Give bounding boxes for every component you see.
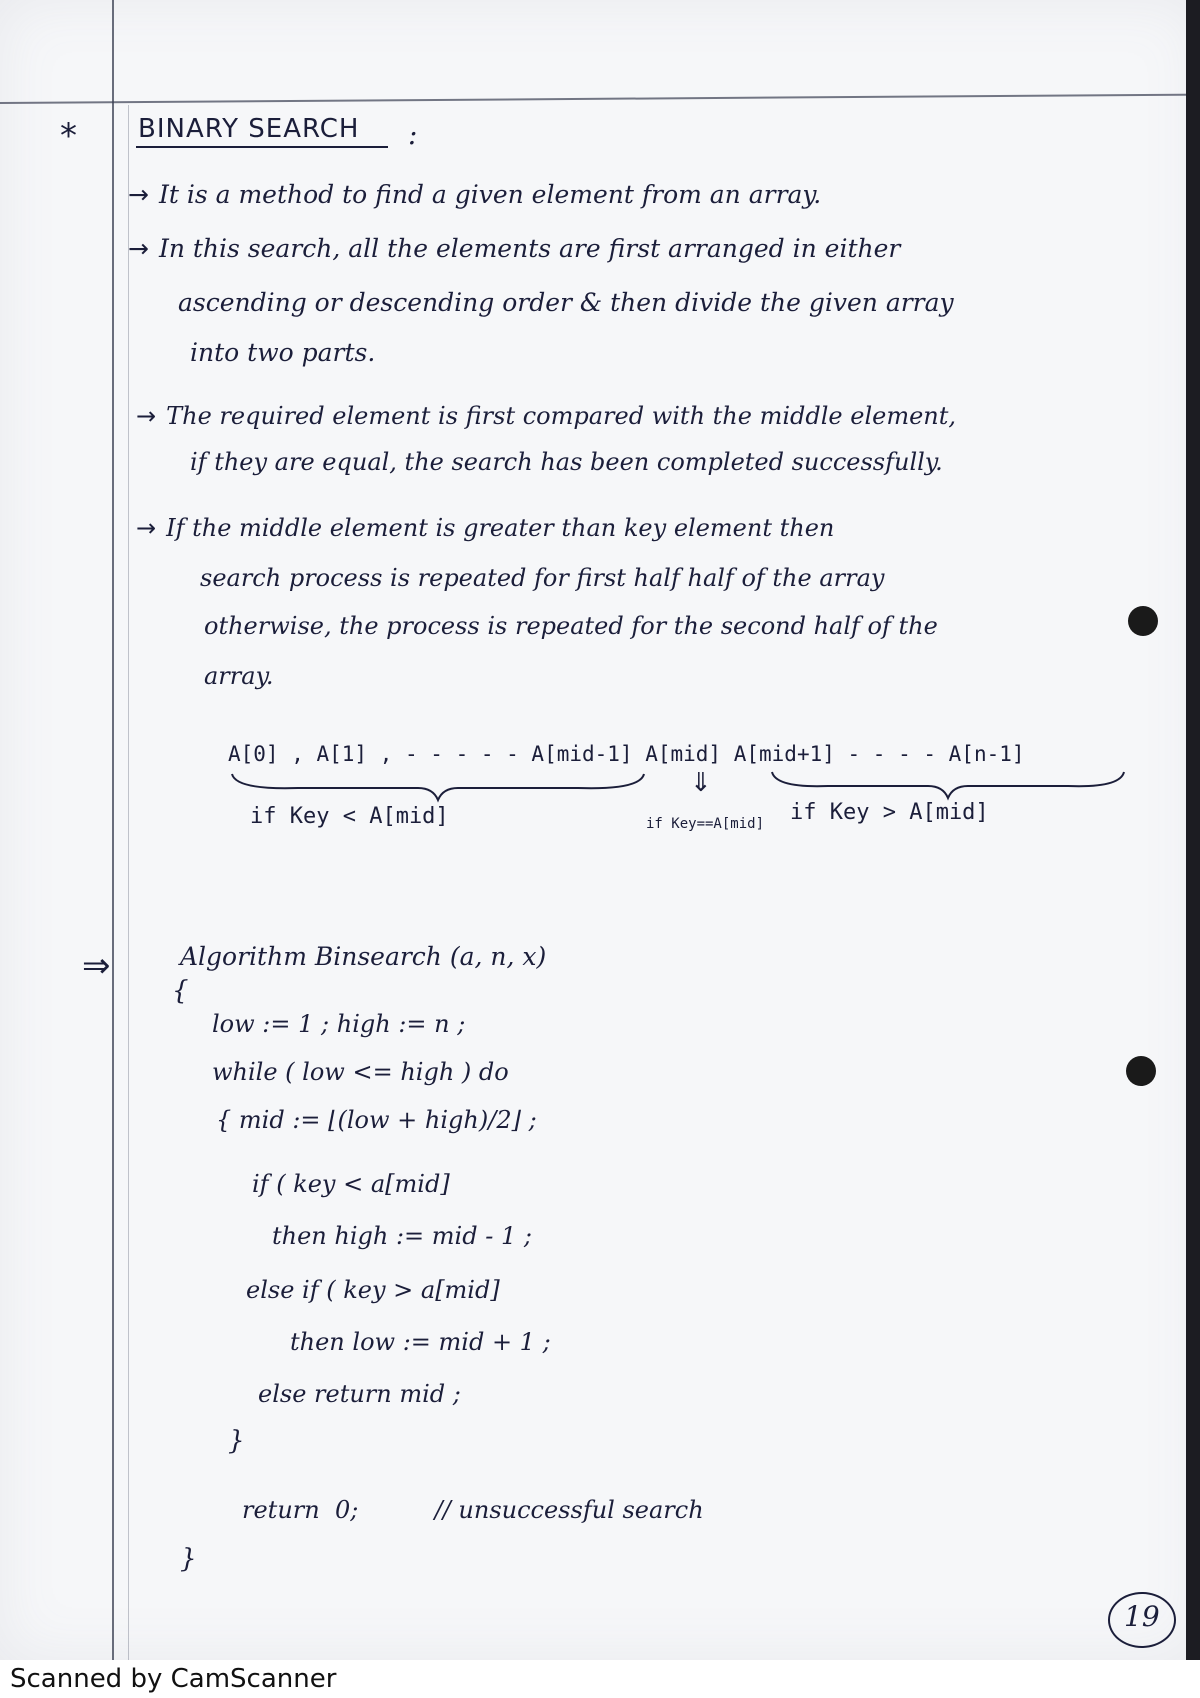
point-3-line-2: if they are equal, the search has been completed successfully.	[190, 448, 943, 476]
point-2-line-1: → In this search, all the elements are first arranged in either	[128, 234, 901, 263]
punch-hole	[1128, 606, 1158, 636]
point-4-line-4: array.	[204, 662, 274, 690]
point-2-line-2: ascending or descending order & then divide the given array	[178, 288, 954, 317]
margin-line-faint	[128, 105, 129, 1660]
arrow-icon: →	[136, 402, 157, 430]
point-1-line-1: → It is a method to find a given element from an array.	[128, 180, 822, 209]
algo-line-1: Algorithm Binsearch (a, n, x)	[180, 942, 547, 971]
point-3-line-1: → The required element is first compared with the middle element,	[136, 402, 957, 430]
arrow-icon: →	[136, 514, 157, 542]
arrow-icon: →	[128, 180, 149, 209]
algo-line-12: return 0; // unsuccessful search	[242, 1496, 704, 1524]
algo-line-4: while ( low <= high ) do	[212, 1058, 509, 1086]
algo-line-10: else return mid ;	[258, 1380, 461, 1408]
point-2-line-3: into two parts.	[190, 338, 376, 367]
page-title: BINARY SEARCH	[138, 114, 360, 144]
right-condition: if Key > A[mid]	[790, 800, 989, 825]
margin-line	[112, 0, 114, 1660]
bullet-star: *	[60, 116, 77, 156]
arrow-icon: →	[128, 234, 149, 263]
page-number: 19	[1124, 1600, 1160, 1633]
point-4-line-2: search process is repeated for first half half of the array	[200, 564, 885, 592]
algo-line-8: else if ( key > a[mid]	[246, 1276, 500, 1304]
point-4-line-3: otherwise, the process is repeated for the second half of the	[204, 612, 938, 640]
right-brace-icon	[768, 768, 1128, 802]
title-underline	[136, 146, 388, 148]
point-4-line-1: → If the middle element is greater than key element then	[136, 514, 835, 542]
scanner-watermark: Scanned by CamScanner	[10, 1664, 337, 1694]
left-condition: if Key < A[mid]	[250, 804, 449, 829]
left-brace-icon	[228, 770, 648, 804]
mid-condition: if Key==A[mid]	[646, 816, 765, 832]
algo-line-13: }	[180, 1544, 197, 1574]
algo-line-6: if ( key < a[mid]	[252, 1170, 450, 1198]
title-colon: :	[408, 118, 418, 151]
algo-line-11: }	[228, 1426, 245, 1456]
punch-hole	[1126, 1056, 1156, 1086]
array-row: A[0] , A[1] , - - - - - A[mid-1] A[mid] A[mid+1] - - - - A[n-1]	[228, 742, 1025, 766]
double-arrow-icon: ⇒	[82, 946, 111, 986]
algo-line-3: low := 1 ; high := n ;	[212, 1010, 466, 1038]
algo-line-7: then high := mid - 1 ;	[272, 1222, 532, 1250]
page-edge-shadow	[1186, 0, 1200, 1660]
algo-line-5: { mid := ⌊(low + high)/2⌋ ;	[216, 1106, 537, 1134]
down-arrow-icon: ⇓	[690, 768, 712, 798]
algo-line-9: then low := mid + 1 ;	[290, 1328, 551, 1356]
algo-line-2: {	[172, 976, 189, 1006]
